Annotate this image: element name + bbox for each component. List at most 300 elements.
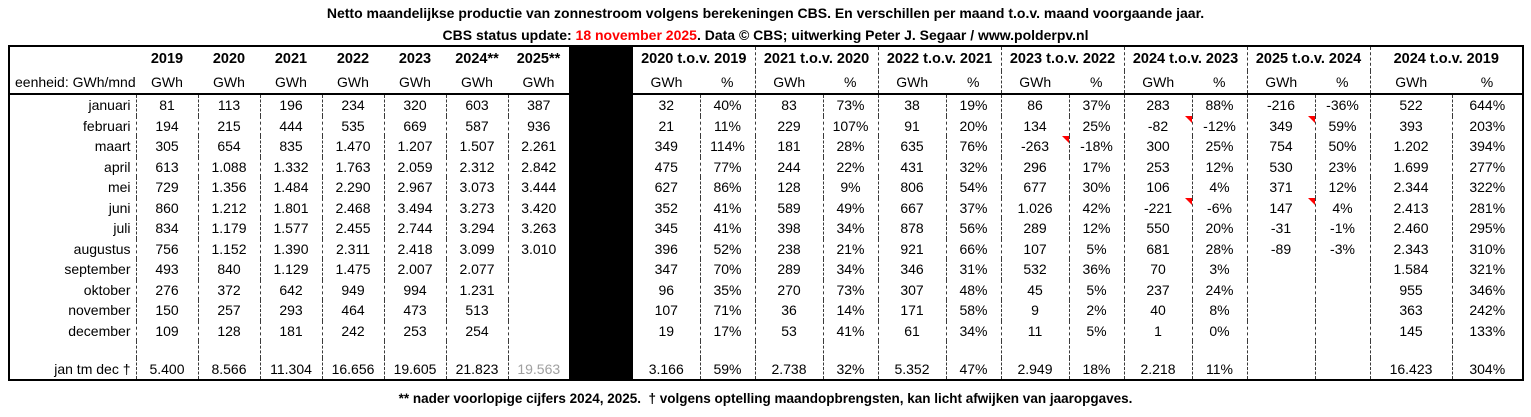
diff-gwh-cell: 627 [632, 177, 700, 198]
diff-gwh-cell: 5.352 [878, 358, 946, 380]
year-value-cell: 257 [198, 300, 260, 321]
diff-pct-cell: 47% [946, 358, 1001, 380]
diff-pct-cell: 41% [700, 198, 755, 219]
diff-pct-cell: 20% [946, 116, 1001, 137]
diff-pct-cell: 56% [946, 218, 1001, 239]
diff-gwh-cell: 237 [1124, 280, 1192, 301]
row-label [9, 341, 136, 358]
diff-unit-pct-header: % [1452, 71, 1523, 94]
year-value-cell: 2.311 [322, 239, 384, 260]
year-value-cell: 1.801 [260, 198, 322, 219]
diff-pct-cell: 32% [823, 358, 878, 380]
year-unit-header: GWh [322, 71, 384, 94]
diff-gwh-cell: 86 [1001, 94, 1069, 116]
year-value-cell [198, 341, 260, 358]
year-value-cell [260, 341, 322, 358]
diff-pct-cell: 346% [1452, 280, 1523, 301]
year-value-cell: 8.566 [198, 358, 260, 380]
diff-gwh-cell: 53 [755, 321, 823, 342]
diff-gwh-cell: 253 [1124, 157, 1192, 178]
status-date: 18 november 2025 [575, 27, 697, 43]
diff-pct-cell: 34% [823, 218, 878, 239]
group-header: 2020 t.o.v. 2019 [632, 46, 755, 71]
group-header: 2021 t.o.v. 2020 [755, 46, 878, 71]
diff-pct-cell: 70% [700, 259, 755, 280]
diff-pct-cell: 48% [946, 280, 1001, 301]
diff-gwh-cell: 1.026 [1001, 198, 1069, 219]
row-label: augustus [73, 240, 131, 257]
row-label: september [64, 261, 131, 278]
diff-pct-cell [1069, 341, 1124, 358]
diff-gwh-cell: -216 [1247, 94, 1315, 116]
diff-gwh-cell: 550 [1124, 218, 1192, 239]
diff-pct-cell: 73% [823, 94, 878, 116]
diff-gwh-cell: 806 [878, 177, 946, 198]
row-label: maart [94, 138, 131, 155]
diff-unit-gwh-header: GWh [755, 71, 823, 94]
diff-gwh-cell: 11 [1001, 321, 1069, 342]
diff-pct-cell: 30% [1069, 177, 1124, 198]
diff-gwh-cell: 96 [632, 280, 700, 301]
year-unit-header: GWh [136, 71, 198, 94]
year-value-cell: 19.605 [384, 358, 446, 380]
diff-pct-cell: 77% [700, 157, 755, 178]
diff-pct-cell: 4% [1192, 177, 1247, 198]
diff-pct-cell: 32% [946, 157, 1001, 178]
row-label: juli [113, 220, 131, 237]
year-value-cell: 3.294 [446, 218, 508, 239]
year-header: 2021 [274, 50, 308, 67]
diff-pct-cell: 8% [1192, 300, 1247, 321]
diff-pct-cell: 203% [1452, 116, 1523, 137]
year-value-cell: 276 [136, 280, 198, 301]
diff-gwh-cell [1247, 280, 1315, 301]
diff-gwh-cell: 40 [1124, 300, 1192, 321]
diff-pct-cell [1315, 321, 1370, 342]
year-value-cell: 464 [322, 300, 384, 321]
year-value-cell: 2.744 [384, 218, 446, 239]
year-value-cell [508, 259, 570, 280]
diff-pct-cell: 23% [1315, 157, 1370, 178]
status-prefix: CBS status update: [442, 27, 576, 43]
diff-gwh-cell: 2.344 [1370, 177, 1452, 198]
diff-pct-cell [946, 341, 1001, 358]
year-value-cell [136, 341, 198, 358]
year-value-cell: 1.088 [198, 157, 260, 178]
diff-gwh-cell: 1 [1124, 321, 1192, 342]
year-value-cell: 613 [136, 157, 198, 178]
year-value-cell: 305 [136, 136, 198, 157]
diff-gwh-cell [755, 341, 823, 358]
row-label: juni [108, 199, 131, 216]
diff-pct-cell: 3% [1192, 259, 1247, 280]
diff-gwh-cell [1247, 259, 1315, 280]
diff-gwh-cell: 181 [755, 136, 823, 157]
diff-unit-pct-header: % [1315, 71, 1370, 94]
year-value-cell: 587 [446, 116, 508, 137]
diff-gwh-cell: 878 [878, 218, 946, 239]
year-value-cell: 181 [260, 321, 322, 342]
year-value-cell [322, 341, 384, 358]
comment-marker-icon [1185, 116, 1192, 123]
diff-gwh-cell: 635 [878, 136, 946, 157]
year-value-cell: 21.823 [446, 358, 508, 380]
diff-gwh-cell: 229 [755, 116, 823, 137]
diff-pct-cell: 49% [823, 198, 878, 219]
year-value-cell [508, 341, 570, 358]
diff-gwh-cell: 3.166 [632, 358, 700, 380]
diff-gwh-cell: 349 [632, 136, 700, 157]
year-value-cell: 11.304 [260, 358, 322, 380]
diff-pct-cell: 12% [1069, 218, 1124, 239]
diff-gwh-cell [1247, 321, 1315, 342]
row-label: oktober [83, 281, 131, 298]
diff-gwh-cell: 134 [1001, 116, 1069, 137]
diff-gwh-cell: 345 [632, 218, 700, 239]
diff-gwh-cell: -82 [1124, 116, 1192, 137]
diff-pct-cell: 5% [1069, 239, 1124, 260]
year-value-cell: 835 [260, 136, 322, 157]
diff-pct-cell: 31% [946, 259, 1001, 280]
total-row-label: jan tm dec † [54, 360, 131, 377]
year-value-cell: 1.356 [198, 177, 260, 198]
diff-pct-cell [700, 341, 755, 358]
year-value-cell: 16.656 [322, 358, 384, 380]
diff-gwh-cell: 2.460 [1370, 218, 1452, 239]
diff-pct-cell: 5% [1069, 280, 1124, 301]
diff-pct-cell: 25% [1069, 116, 1124, 137]
year-header: 2023 [398, 50, 432, 67]
diff-pct-cell: 54% [946, 177, 1001, 198]
year-value-cell: 1.470 [322, 136, 384, 157]
diff-gwh-cell: 955 [1370, 280, 1452, 301]
diff-gwh-cell: 147 [1247, 198, 1315, 219]
diff-pct-cell: 59% [1315, 116, 1370, 137]
diff-pct-cell: 24% [1192, 280, 1247, 301]
year-value-cell: 513 [446, 300, 508, 321]
year-value-cell: 3.073 [446, 177, 508, 198]
diff-pct-cell: 242% [1452, 300, 1523, 321]
diff-pct-cell: 73% [823, 280, 878, 301]
diff-pct-cell [823, 341, 878, 358]
year-value-cell: 3.099 [446, 239, 508, 260]
year-value-cell: 254 [446, 321, 508, 342]
year-header: 2025** [516, 50, 561, 67]
diff-gwh-cell: 300 [1124, 136, 1192, 157]
year-unit-header: GWh [198, 71, 260, 94]
diff-gwh-cell: 677 [1001, 177, 1069, 198]
diff-gwh-cell: 921 [878, 239, 946, 260]
diff-gwh-cell: -89 [1247, 239, 1315, 260]
diff-pct-cell: 14% [823, 300, 878, 321]
diff-gwh-cell: 589 [755, 198, 823, 219]
year-value-cell: 936 [508, 116, 570, 137]
diff-pct-cell: 304% [1452, 358, 1523, 380]
diff-gwh-cell: 530 [1247, 157, 1315, 178]
diff-gwh-cell: 2.738 [755, 358, 823, 380]
year-value-cell: 109 [136, 321, 198, 342]
year-value-cell: 1.577 [260, 218, 322, 239]
diff-gwh-cell [1001, 341, 1069, 358]
page-title: Netto maandelijkse productie van zonnestroom volgens berekeningen CBS. En verschillen per maand t.o.v. maand voorgaande jaar. [326, 5, 1205, 21]
year-unit-header: GWh [260, 71, 322, 94]
diff-gwh-cell [1247, 300, 1315, 321]
year-header: 2020 [212, 50, 246, 67]
year-value-cell: 756 [136, 239, 198, 260]
diff-pct-cell: 41% [700, 218, 755, 239]
diff-gwh-cell: -263 [1001, 136, 1069, 157]
diff-pct-cell: 28% [1192, 239, 1247, 260]
group-header: 2024 t.o.v. 2019 [1370, 46, 1523, 71]
diff-unit-pct-header: % [946, 71, 1001, 94]
diff-gwh-cell: 106 [1124, 177, 1192, 198]
diff-pct-cell: 107% [823, 116, 878, 137]
production-table [8, 45, 1524, 381]
diff-gwh-cell: 9 [1001, 300, 1069, 321]
year-value-cell: 1.332 [260, 157, 322, 178]
year-value-cell: 2.418 [384, 239, 446, 260]
diff-gwh-cell: 91 [878, 116, 946, 137]
diff-unit-pct-header: % [823, 71, 878, 94]
diff-pct-cell: 17% [700, 321, 755, 342]
diff-pct-cell: 0% [1192, 321, 1247, 342]
year-value-cell: 834 [136, 218, 198, 239]
diff-gwh-cell: 522 [1370, 94, 1452, 116]
year-value-cell: 444 [260, 116, 322, 137]
year-header: 2022 [336, 50, 370, 67]
diff-pct-cell [1315, 259, 1370, 280]
diff-pct-cell: 25% [1192, 136, 1247, 157]
diff-pct-cell: 18% [1069, 358, 1124, 380]
diff-pct-cell: 394% [1452, 136, 1523, 157]
year-unit-header: GWh [446, 71, 508, 94]
diff-pct-cell: 277% [1452, 157, 1523, 178]
year-value-cell: 535 [322, 116, 384, 137]
separator-block [570, 46, 632, 380]
year-value-cell [384, 341, 446, 358]
group-header: 2022 t.o.v. 2021 [878, 46, 1001, 71]
year-value-cell: 2.261 [508, 136, 570, 157]
diff-gwh-cell: 307 [878, 280, 946, 301]
year-value-cell: 642 [260, 280, 322, 301]
diff-pct-cell: 59% [700, 358, 755, 380]
diff-pct-cell: 50% [1315, 136, 1370, 157]
group-header: 2024 t.o.v. 2023 [1124, 46, 1247, 71]
diff-gwh-cell: 349 [1247, 116, 1315, 137]
diff-pct-cell: 11% [700, 116, 755, 137]
corner-cell [9, 46, 136, 71]
year-value-cell: 3.273 [446, 198, 508, 219]
diff-pct-cell: -12% [1192, 116, 1247, 137]
diff-pct-cell: -6% [1192, 198, 1247, 219]
year-value-cell: 81 [136, 94, 198, 116]
row-label: april [104, 158, 131, 175]
diff-gwh-cell [1124, 341, 1192, 358]
diff-gwh-cell [632, 341, 700, 358]
diff-pct-cell: -36% [1315, 94, 1370, 116]
diff-pct-cell: 2% [1069, 300, 1124, 321]
diff-gwh-cell: 2.343 [1370, 239, 1452, 260]
diff-pct-cell: 295% [1452, 218, 1523, 239]
diff-unit-gwh-header: GWh [878, 71, 946, 94]
diff-pct-cell: 28% [823, 136, 878, 157]
diff-pct-cell [1315, 358, 1370, 380]
diff-pct-cell [1192, 341, 1247, 358]
diff-gwh-cell: 2.218 [1124, 358, 1192, 380]
diff-pct-cell: -3% [1315, 239, 1370, 260]
year-value-cell: 320 [384, 94, 446, 116]
diff-gwh-cell: 352 [632, 198, 700, 219]
status-line [0, 27, 1531, 43]
year-value-cell: 1.484 [260, 177, 322, 198]
diff-gwh-cell: 19 [632, 321, 700, 342]
diff-gwh-cell: 681 [1124, 239, 1192, 260]
diff-pct-cell: 310% [1452, 239, 1523, 260]
year-value-cell: 1.507 [446, 136, 508, 157]
diff-gwh-cell: 431 [878, 157, 946, 178]
year-value-cell: 293 [260, 300, 322, 321]
status-suffix: . Data © CBS; uitwerking Peter J. Segaar / www.polderpv.nl [696, 27, 1089, 43]
year-value-cell: 994 [384, 280, 446, 301]
diff-gwh-cell: 38 [878, 94, 946, 116]
diff-gwh-cell: 16.423 [1370, 358, 1452, 380]
year-value-cell: 1.207 [384, 136, 446, 157]
diff-pct-cell: 22% [823, 157, 878, 178]
diff-gwh-cell: 244 [755, 157, 823, 178]
diff-pct-cell: 17% [1069, 157, 1124, 178]
comment-marker-icon [1185, 198, 1192, 205]
diff-pct-cell: 35% [700, 280, 755, 301]
year-value-cell: 1.231 [446, 280, 508, 301]
year-value-cell: 1.475 [322, 259, 384, 280]
diff-gwh-cell: 532 [1001, 259, 1069, 280]
year-value-cell: 3.420 [508, 198, 570, 219]
diff-gwh-cell: 61 [878, 321, 946, 342]
diff-gwh-cell: 346 [878, 259, 946, 280]
year-value-cell: 2.290 [322, 177, 384, 198]
diff-pct-cell: 71% [700, 300, 755, 321]
row-label: januari [88, 97, 131, 114]
diff-gwh-cell: 2.413 [1370, 198, 1452, 219]
year-value-cell: 19.563 [508, 358, 570, 380]
diff-pct-cell: -18% [1069, 136, 1124, 157]
diff-gwh-cell: 45 [1001, 280, 1069, 301]
year-value-cell: 1.212 [198, 198, 260, 219]
year-value-cell: 840 [198, 259, 260, 280]
row-label: februari [83, 117, 131, 134]
year-value-cell: 1.152 [198, 239, 260, 260]
diff-gwh-cell: 289 [755, 259, 823, 280]
year-value-cell: 2.967 [384, 177, 446, 198]
diff-gwh-cell: 398 [755, 218, 823, 239]
year-value-cell: 1.390 [260, 239, 322, 260]
diff-pct-cell: 20% [1192, 218, 1247, 239]
diff-pct-cell: 322% [1452, 177, 1523, 198]
diff-gwh-cell: 171 [878, 300, 946, 321]
diff-pct-cell [1315, 280, 1370, 301]
year-header: 2019 [150, 50, 184, 67]
year-value-cell: 150 [136, 300, 198, 321]
diff-gwh-cell: 107 [632, 300, 700, 321]
diff-gwh-cell: 238 [755, 239, 823, 260]
comment-marker-icon [1308, 198, 1315, 205]
diff-gwh-cell: 32 [632, 94, 700, 116]
diff-pct-cell: 19% [946, 94, 1001, 116]
year-value-cell: 2.468 [322, 198, 384, 219]
diff-unit-gwh-header: GWh [632, 71, 700, 94]
diff-pct-cell [1452, 341, 1523, 358]
diff-gwh-cell: 70 [1124, 259, 1192, 280]
diff-gwh-cell: 289 [1001, 218, 1069, 239]
diff-gwh-cell: 283 [1124, 94, 1192, 116]
diff-pct-cell: 37% [946, 198, 1001, 219]
diff-pct-cell: 9% [823, 177, 878, 198]
diff-gwh-cell: 667 [878, 198, 946, 219]
diff-pct-cell: 4% [1315, 198, 1370, 219]
diff-pct-cell: 58% [946, 300, 1001, 321]
row-label: mei [107, 179, 131, 196]
diff-gwh-cell: 363 [1370, 300, 1452, 321]
year-value-cell [508, 280, 570, 301]
year-value-cell: 603 [446, 94, 508, 116]
row-label: december [68, 322, 131, 339]
diff-pct-cell: 52% [700, 239, 755, 260]
year-value-cell [508, 300, 570, 321]
diff-gwh-cell: 107 [1001, 239, 1069, 260]
diff-pct-cell: 12% [1315, 177, 1370, 198]
diff-pct-cell: 86% [700, 177, 755, 198]
diff-pct-cell: 12% [1192, 157, 1247, 178]
year-value-cell: 5.400 [136, 358, 198, 380]
year-value-cell: 253 [384, 321, 446, 342]
row-label: november [68, 302, 131, 319]
diff-pct-cell: 644% [1452, 94, 1523, 116]
diff-pct-cell: 88% [1192, 94, 1247, 116]
diff-pct-cell: 42% [1069, 198, 1124, 219]
year-value-cell: 128 [198, 321, 260, 342]
year-value-cell [508, 321, 570, 342]
diff-gwh-cell: 347 [632, 259, 700, 280]
diff-gwh-cell: 393 [1370, 116, 1452, 137]
diff-pct-cell: 11% [1192, 358, 1247, 380]
diff-pct-cell: 321% [1452, 259, 1523, 280]
diff-unit-gwh-header: GWh [1001, 71, 1069, 94]
year-value-cell [446, 341, 508, 358]
group-header: 2023 t.o.v. 2022 [1001, 46, 1124, 71]
diff-gwh-cell: 21 [632, 116, 700, 137]
diff-pct-cell: 34% [823, 259, 878, 280]
diff-gwh-cell: -221 [1124, 198, 1192, 219]
diff-pct-cell: 37% [1069, 94, 1124, 116]
year-value-cell: 3.010 [508, 239, 570, 260]
diff-unit-pct-header: % [1069, 71, 1124, 94]
diff-gwh-cell: 296 [1001, 157, 1069, 178]
diff-gwh-cell [878, 341, 946, 358]
diff-pct-cell: -1% [1315, 218, 1370, 239]
diff-pct-cell: 40% [700, 94, 755, 116]
year-value-cell: 860 [136, 198, 198, 219]
year-value-cell: 654 [198, 136, 260, 157]
year-value-cell: 3.444 [508, 177, 570, 198]
diff-gwh-cell: 145 [1370, 321, 1452, 342]
diff-gwh-cell: 1.699 [1370, 157, 1452, 178]
diff-pct-cell: 21% [823, 239, 878, 260]
diff-unit-pct-header: % [700, 71, 755, 94]
diff-gwh-cell [1247, 358, 1315, 380]
year-value-cell: 2.455 [322, 218, 384, 239]
year-value-cell: 2.312 [446, 157, 508, 178]
diff-pct-cell: 36% [1069, 259, 1124, 280]
